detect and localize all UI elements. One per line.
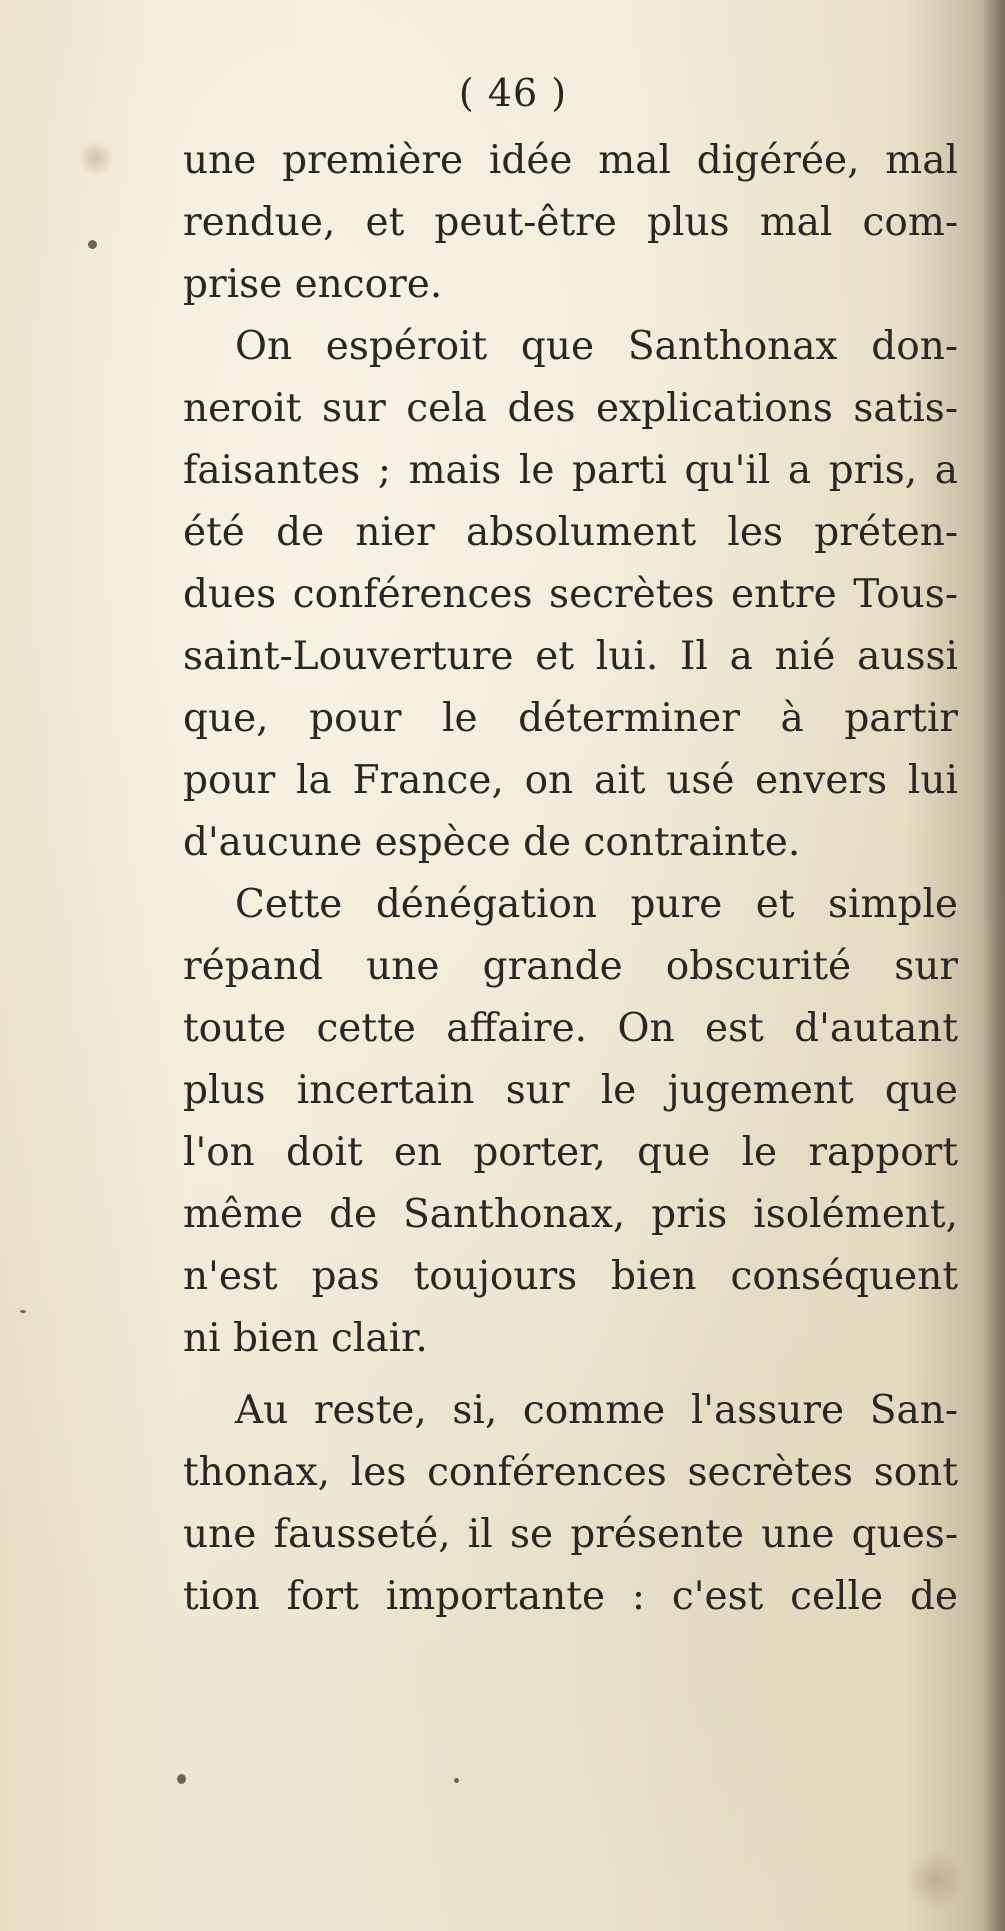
- foxing-stain: [905, 1850, 965, 1910]
- text-line: thonax, les conférences secrètes sont: [183, 1450, 958, 1495]
- text-line: une fausseté, il se présente une ques-: [183, 1512, 958, 1557]
- text-line: d'aucune espèce de contrainte.: [183, 820, 801, 865]
- text-line: Cette dénégation pure et simple: [235, 882, 958, 927]
- text-line: On espéroit que Santhonax don-: [235, 324, 958, 369]
- text-line: toute cette affaire. On est d'autant: [183, 1006, 958, 1051]
- text-line: n'est pas toujours bien conséquent: [183, 1254, 958, 1299]
- text-line: saint-Louverture et lui. Il a nié aussi: [183, 634, 958, 679]
- text-line: rendue, et peut-être plus mal com-: [183, 200, 958, 245]
- text-line: une première idée mal digérée, mal: [183, 138, 958, 183]
- text-line: dues conférences secrètes entre Tous-: [183, 572, 958, 617]
- text-line: même de Santhonax, pris isolément,: [183, 1192, 958, 1237]
- text-line: que, pour le déterminer à partir: [183, 696, 958, 741]
- text-line: Au reste, si, comme l'assure San-: [235, 1388, 958, 1433]
- text-line: pour la France, on ait usé envers lui: [183, 758, 958, 803]
- binding-shadow: [983, 0, 1005, 1931]
- ink-speck: [177, 1774, 186, 1784]
- text-line: neroit sur cela des explications satis-: [183, 386, 958, 431]
- text-line: répand une grande obscurité sur: [183, 944, 958, 989]
- text-line: l'on doit en porter, que le rapport: [183, 1130, 958, 1175]
- ink-speck: [454, 1778, 459, 1783]
- text-line: faisantes ; mais le parti qu'il a pris, a: [183, 448, 958, 493]
- ink-speck: [20, 1310, 26, 1313]
- text-line: tion fort importante : c'est celle de: [183, 1574, 958, 1619]
- text-line: plus incertain sur le jugement que: [183, 1068, 958, 1113]
- text-line: prise encore.: [183, 262, 443, 307]
- foxing-stain: [78, 140, 114, 176]
- ink-speck: [88, 240, 97, 249]
- text-line: été de nier absolument les préten-: [183, 510, 958, 555]
- text-line: ni bien clair.: [183, 1316, 428, 1361]
- page-number: ( 46 ): [458, 71, 568, 115]
